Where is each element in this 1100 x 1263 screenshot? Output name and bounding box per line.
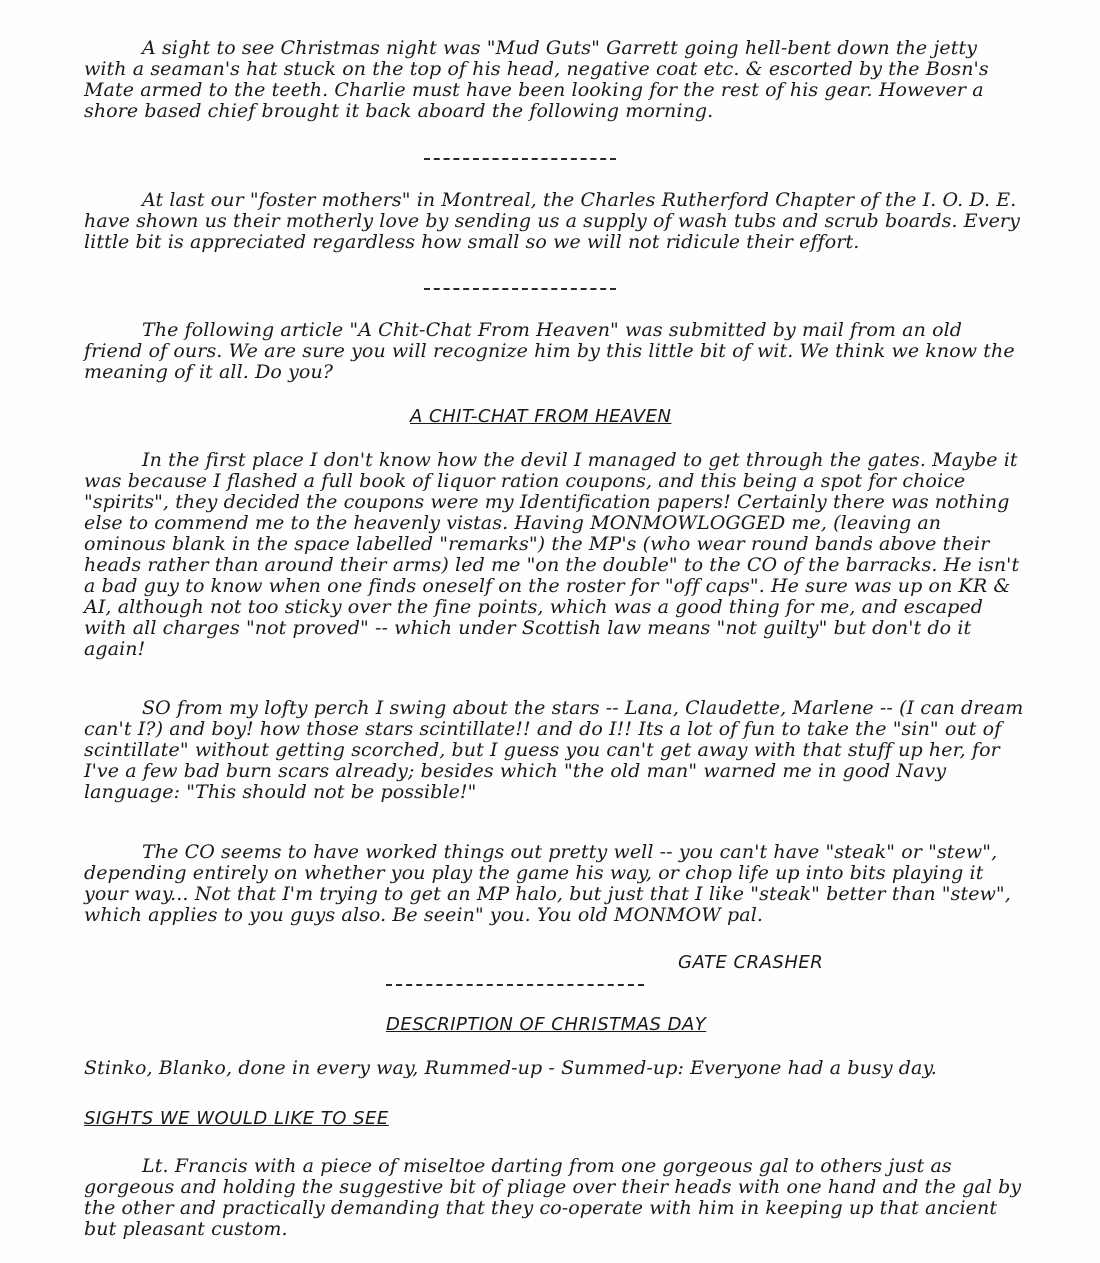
signature-gate-crasher: GATE CRASHER xyxy=(678,952,824,973)
paragraph-chit-chat-2: SO from my lofty perch I swing about the stars -- Lana, Claudette, Marlene -- (I can dream can't I?) and boy! how those stars scintillate!! and do I!! Its a lot of fun to take the "sin" out of scintillate" without getting scorched, but I guess you can't get away with that stuff up her, for I've a few bad burn scars already; besides which "the old man" warned me in good Navy language: "This should not be possible!" xyxy=(84,697,1024,803)
heading-christmas-day: DESCRIPTION OF CHRISTMAS DAY xyxy=(386,1014,707,1035)
paragraph-miseltoe: Lt. Francis with a piece of miseltoe darting from one gorgeous gal to others just as gorgeous and holding the suggestive bit of pliage over their heads with one hand and the gal by the other and practically demanding that they co-operate with him in keeping up that ancient but pleasant custom. xyxy=(84,1155,1022,1240)
paragraph-article-intro: The following article "A Chit-Chat From Heaven" was submitted by mail from an old friend of ours. We are sure you will recognize him by this little bit of wit. We think we know the meaning of it all. Do you? xyxy=(84,319,1015,383)
section-divider xyxy=(424,158,616,160)
paragraph-mud-guts: A sight to see Christmas night was "Mud Guts" Garrett going hell-bent down the jetty with a seaman's hat stuck on the top of his head, negative coat etc. & escorted by the Bosn's Mate armed to the teeth. Charlie must have been looking for the rest of his gear. However a shore based chief brought it back aboard the following morning. xyxy=(84,37,989,122)
paragraph-chit-chat-1: In the first place I don't know how the devil I managed to get through the gates. Maybe it was because I flashed a full book of liquor ration coupons, and this being a spot for choice "spirits", they decided the coupons were my Identification papers! Certainly there was nothing else to commend me to the heavenly vistas. Having MONMOWLOGGED me, (leaving an ominous blank in the space labelled "remarks") the MP's (who wear round bands above their heads rather than around their arms) led me "on the double" to the CO of the barracks. He isn't a bad guy to know when one finds oneself on the roster for "off caps". He sure was up on KR & AI, although not too sticky over the fine points, which was a good thing for me, and escaped with all charges "not proved" -- which under Scottish law means "not guilty" but don't do it again! xyxy=(84,449,1020,660)
heading-sights: SIGHTS WE WOULD LIKE TO SEE xyxy=(84,1108,389,1129)
section-divider xyxy=(386,984,644,986)
paragraph-christmas-day: Stinko, Blanko, done in every way, Rummed-up - Summed-up: Everyone had a busy day. xyxy=(84,1057,937,1079)
paragraph-foster-mothers: At last our "foster mothers" in Montreal, the Charles Rutherford Chapter of the I. O. D. E. have shown us their motherly love by sending us a supply of wash tubs and scrub boards. Every little bit is appreciated regardless how small so we will not ridicule their effort. xyxy=(84,189,1020,253)
section-divider xyxy=(424,288,616,290)
paragraph-chit-chat-3: The CO seems to have worked things out pretty well -- you can't have "steak" or "stew", depending entirely on whether you play the game his way, or chop life up into bits playing it your way... Not that I'm trying to get an MP halo, but just that I like "steak" better than "stew", which applies to you guys also. Be seein" you. You old MONMOW pal. xyxy=(84,841,1011,926)
heading-chit-chat: A CHIT-CHAT FROM HEAVEN xyxy=(410,406,672,427)
